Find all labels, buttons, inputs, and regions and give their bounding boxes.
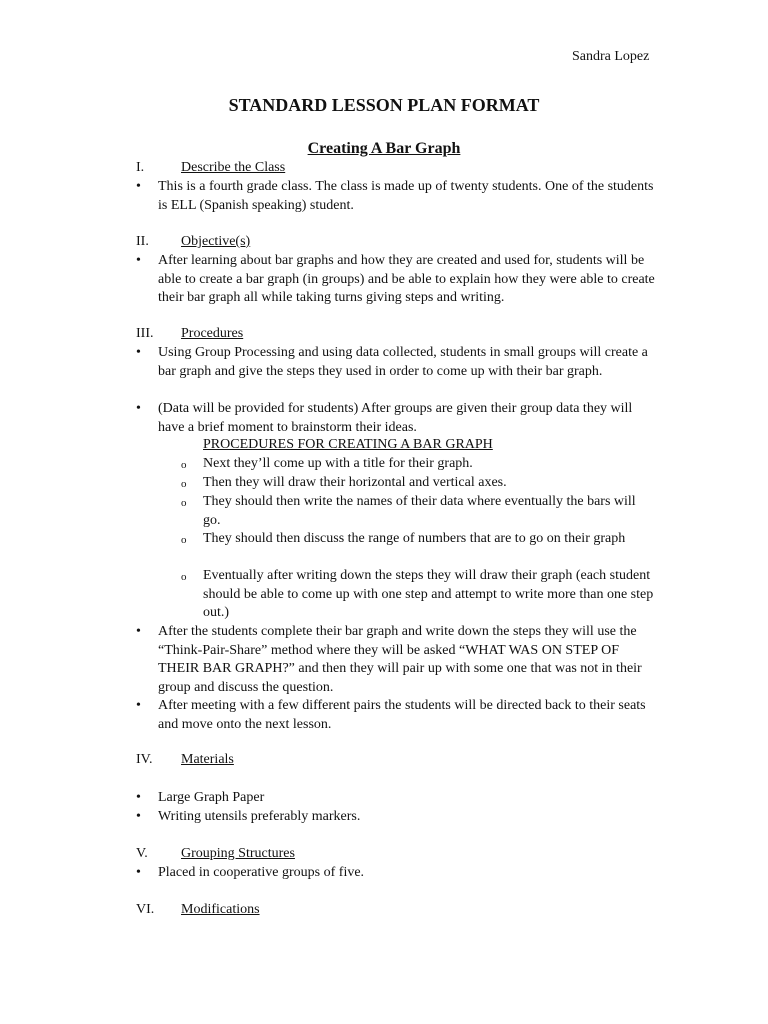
section-name: Describe the Class xyxy=(181,160,286,175)
section-name: Objective(s) xyxy=(181,234,251,249)
list-item xyxy=(136,400,656,437)
section-name: Materials xyxy=(181,752,234,767)
procedure-step xyxy=(181,493,656,530)
procedures-subheading: PROCEDURES FOR CREATING A BAR GRAPH xyxy=(203,437,493,452)
sub-bullet-icon: o xyxy=(181,459,187,471)
list-item-text: Large Graph Paper xyxy=(158,790,265,805)
list-item-text: Using Group Processing and using data collected, students in small groups will create a bar graph and give the steps they used in order to come up with their bar graph. xyxy=(158,345,648,379)
procedure-step xyxy=(181,474,656,493)
procedure-step-text: They should then write the names of their data where eventually the bars will go. xyxy=(203,494,636,528)
list-item-text: Placed in cooperative groups of five. xyxy=(158,865,365,880)
section-name: Modifications xyxy=(181,902,260,917)
procedure-step-text: Eventually after writing down the steps they will draw their graph (each student should be able to come up with one step and attempt to write more than one step out.) xyxy=(203,568,654,620)
bullet-icon: • xyxy=(136,179,141,194)
bullet-icon: • xyxy=(136,698,141,713)
bullet-icon: • xyxy=(136,253,141,268)
procedure-step xyxy=(181,530,656,549)
list-item xyxy=(136,789,656,808)
section-name: Grouping Structures xyxy=(181,846,295,861)
bullet-icon: • xyxy=(136,401,141,416)
section-number: II. xyxy=(136,234,149,249)
bullet-icon: • xyxy=(136,865,141,880)
section-number: IV. xyxy=(136,752,153,767)
list-item-text: After the students complete their bar graph and write down the steps they will use the “Think-Pair-Share” method where they will be asked “WHAT WAS ON STEP OF THEIR BAR GRAPH?” and then they will pair up with some one that was not in their group and discuss the question. xyxy=(158,624,642,695)
procedure-step-text: Next they’ll come up with a title for their graph. xyxy=(203,456,473,471)
bullet-icon: • xyxy=(136,809,141,824)
sub-bullet-icon: o xyxy=(181,497,187,509)
list-item xyxy=(136,808,656,827)
list-item xyxy=(136,178,656,215)
procedure-step xyxy=(181,567,656,623)
list-item xyxy=(136,623,656,697)
list-item-text: This is a fourth grade class. The class is made up of twenty students. One of the students is ELL (Spanish speaking) student. xyxy=(158,179,654,213)
section-number: I. xyxy=(136,160,145,175)
section-number: VI. xyxy=(136,902,155,917)
document-title: STANDARD LESSON PLAN FORMAT xyxy=(228,95,540,115)
list-item-text: After learning about bar graphs and how they are created and used for, students will be able to create a bar graph (in groups) and be able to explain how they were able to create their bar graph all while taking turns giving steps and writing. xyxy=(158,253,655,305)
sub-bullet-icon: o xyxy=(181,478,187,490)
document-subtitle: Creating A Bar Graph xyxy=(307,140,461,157)
sub-bullet-icon: o xyxy=(181,571,187,583)
list-item-text: After meeting with a few different pairs the students will be directed back to their seats and move onto the next lesson. xyxy=(158,698,646,732)
list-item-text: Writing utensils preferably markers. xyxy=(158,809,361,824)
list-item xyxy=(136,252,656,308)
bullet-icon: • xyxy=(136,345,141,360)
bullet-icon: • xyxy=(136,790,141,805)
list-item xyxy=(136,864,656,883)
bullet-icon: • xyxy=(136,624,141,639)
list-item xyxy=(136,697,656,734)
sub-bullet-icon: o xyxy=(181,534,187,546)
procedure-step-text: Then they will draw their horizontal and vertical axes. xyxy=(203,475,507,490)
author-name: Sandra Lopez xyxy=(572,49,650,64)
list-item xyxy=(136,344,656,381)
list-item-text: (Data will be provided for students) After groups are given their group data they will have a brief moment to brainstorm their ideas. xyxy=(158,401,633,435)
procedure-step xyxy=(181,455,656,474)
section-name: Procedures xyxy=(181,326,244,341)
section-number: V. xyxy=(136,846,148,861)
procedure-step-text: They should then discuss the range of numbers that are to go on their graph xyxy=(203,531,626,546)
section-number: III. xyxy=(136,326,154,341)
